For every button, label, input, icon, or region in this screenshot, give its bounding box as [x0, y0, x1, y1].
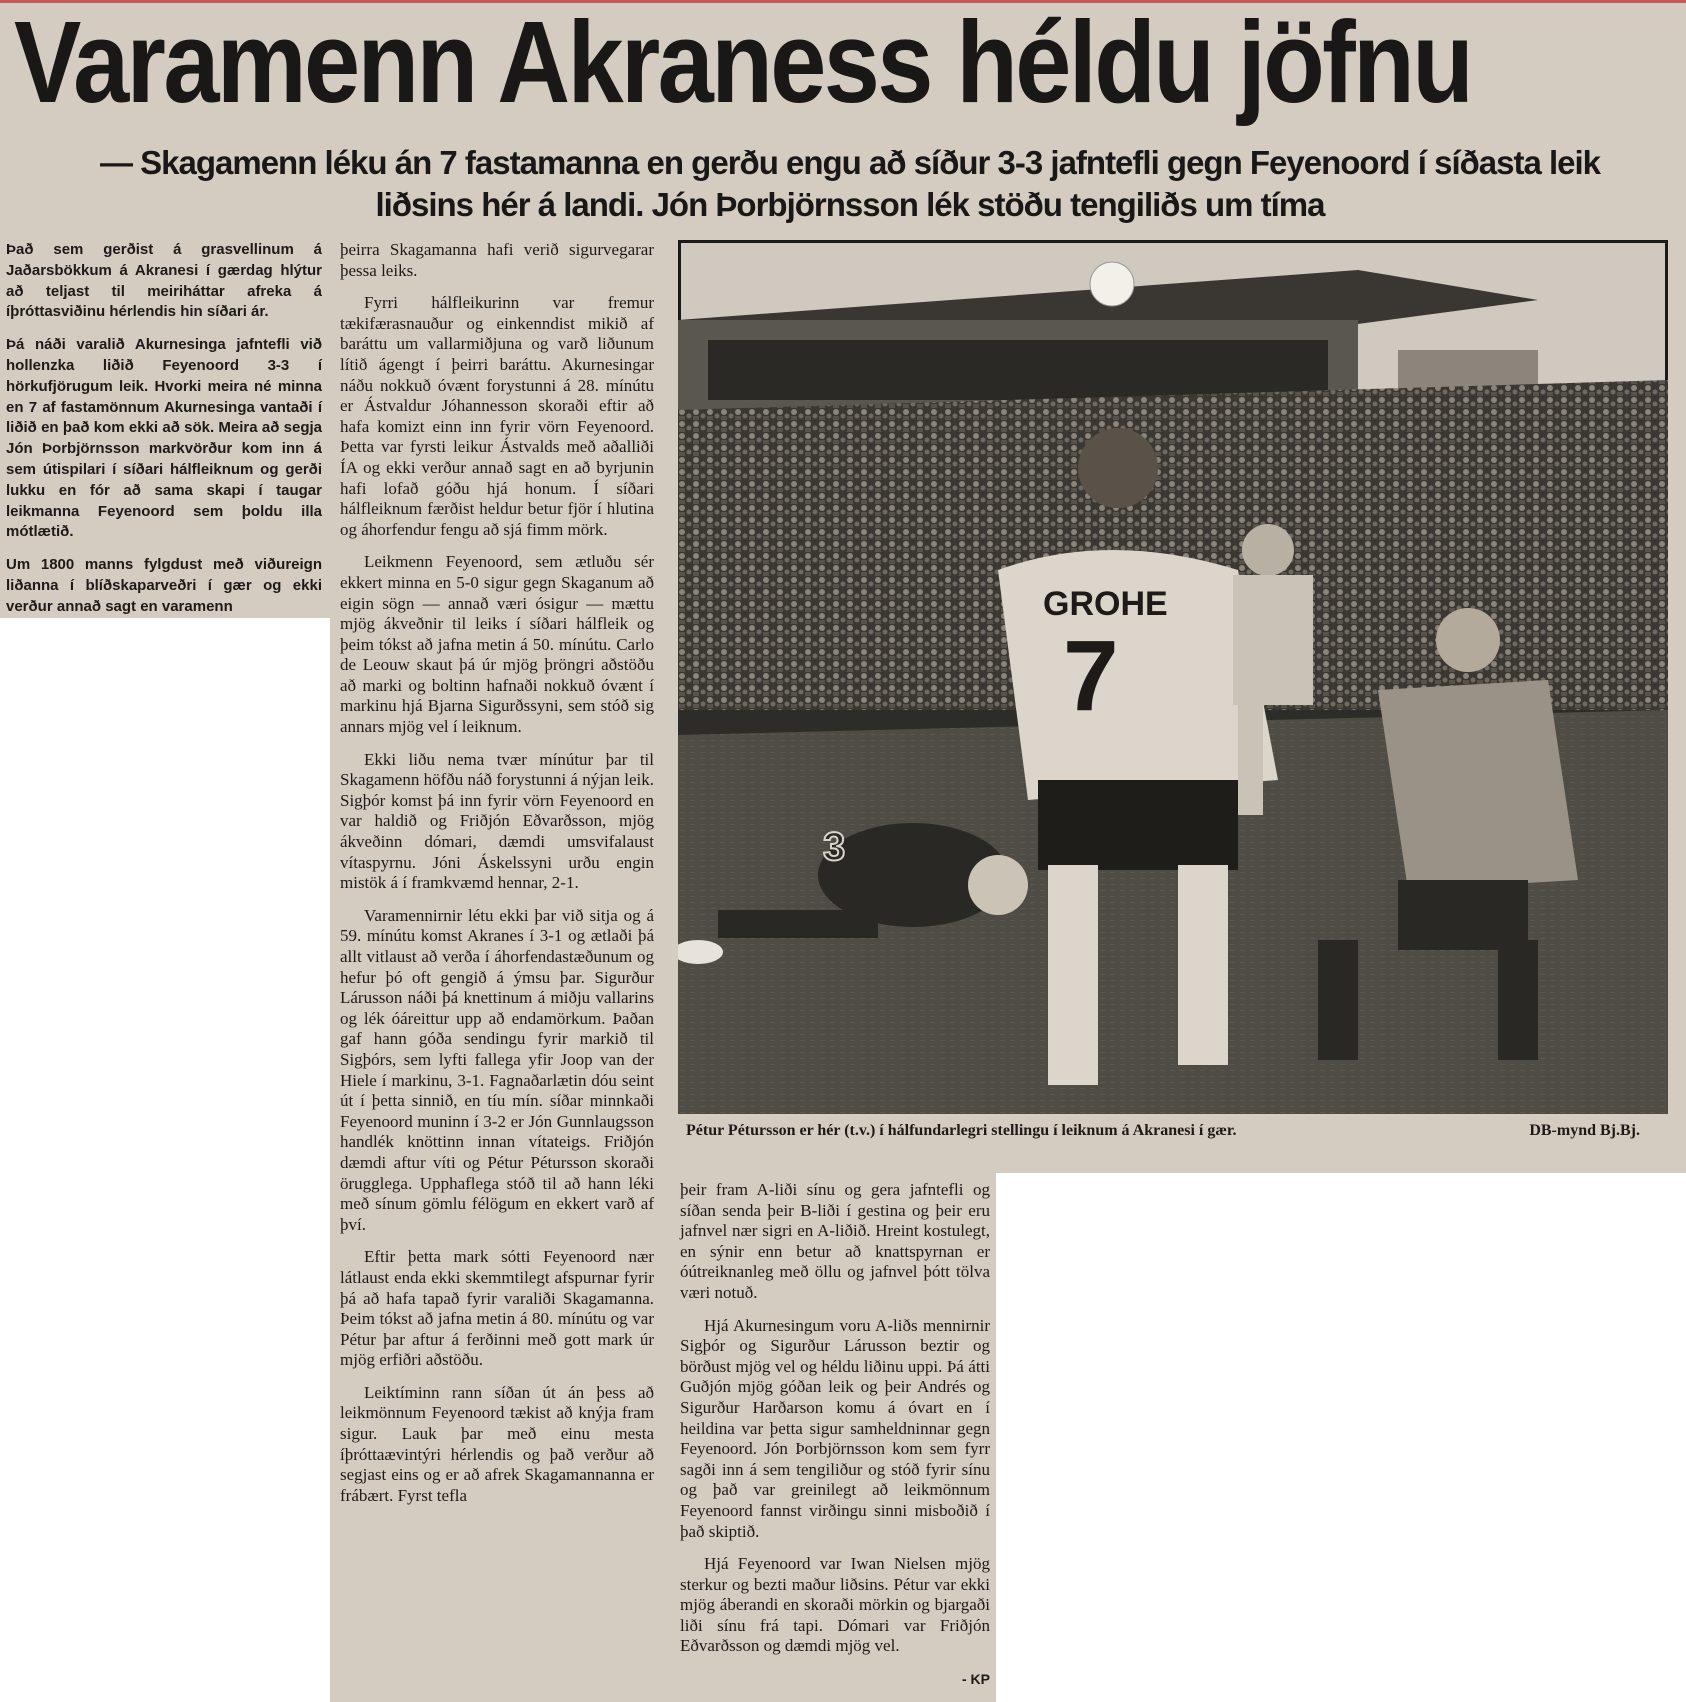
article-column-2 [340, 240, 654, 1518]
paragraph: þeir fram A-liði sínu og gera jafntefli og síðan senda þeir B-liði í gestina og þeir eru jafnvel nær sigri en A-liðið. Hreint kostulegt, en sýnir enn betur að knattspyrnan er óútreiknanleg með öllu og jafnvel þótt tölva væri notuð. [680, 1180, 990, 1302]
paragraph: þeirra Skagamanna hafi verið sigurvegarar þessa leiks. [340, 240, 654, 280]
jersey-number-7: 7 [1063, 620, 1119, 732]
subheadline: — Skagamenn léku án 7 fastamanna en gerðu engu að síður 3-3 jafntefli gegn Feyenoord í síðasta leik liðsins hér á landi. Jón Þorbjörnsson lék stöðu tengiliðs um tíma [99, 144, 1601, 223]
photo-credit: DB-mynd Bj.Bj. [1529, 1122, 1640, 1139]
paragraph: Hjá Akurnesingum voru A-liðs mennirnir Sigþór og Sigurður Lárusson beztir og börðust mjög vel og héldu liðinu uppi. Þá átti Guðjón mjög góðan leik og þeir Andrés og Sigurður Harðarson komu á óvart en í heildina var þetta sigur samheldninnar gegn Feyenoord. Jón Þorbjörnsson kom sem fyrr sagði inn á sem tengiliður og stóð fyrir sínu og það var greinilegt að leikmönnum Feyenoord fannst virðingu sinni misboðið í það skiptið. [680, 1315, 990, 1541]
photo-caption: Pétur Pétursson er hér (t.v.) í hálfundarlegri stellingu í leiknum á Akranesi í gær. [686, 1122, 1237, 1139]
article-column-1 [6, 240, 322, 630]
ball [1090, 262, 1134, 306]
paragraph: Hjá Feyenoord var Iwan Nielsen mjög sterkur og bezti maður liðsins. Pétur var ekki mjög áberandi en skoraði mörkin og bjargaði liði sínu frá tapi. Dómari var Friðjón Eðvarðsson og dæmdi mjög vel. [680, 1554, 990, 1656]
paragraph: Ekki liðu nema tvær mínútur þar til Skagamenn höfðu náð forystunni á nýjan leik. Sigþór komst þá inn fyrir vörn Feyenoord en var haldið og Friðjón Eðvarðsson, mjög ákveðinn dómari, dæmdi umsvifalaust vítaspyrnu. Jóni Áskelssyni urðu engin mistök á í framkvæmd hennar, 2-1. [340, 749, 654, 893]
jersey-sponsor: GROHE [1043, 585, 1168, 623]
headline: Varamenn Akraness héldu jöfnu [14, 0, 1472, 127]
paragraph: Það sem gerðist á grasvellinum á Jaðarsbökkum á Akranesi í gærdag hlýtur að teljast til meiriháttar afreka á íþróttasviðinu hérlendis hin síðari ár. [6, 241, 322, 321]
paragraph: Um 1800 manns fylgdust með viðureign liðanna í blíðskaparveðri í gær og ekki verður annað sagt en varamenn [6, 556, 322, 615]
paragraph: Eftir þetta mark sótti Feyenoord nær látlaust enda ekki skemmtilegt afspurnar fyrir þá að hafa tapað fyrir varaliði Skagamanna. Þeim tókst að jafna metin á 80. mínútu og var Pétur þar aftur á ferðinni með gott mark úr mjög erfiðri aðstöðu. [340, 1247, 654, 1370]
paragraph: Leiktíminn rann síðan út án þess að leikmönnum Feyenoord tækist að knýja fram sigur. Lauk þar með einu mesta íþróttaævintýri hérlendis og það verður að segjast eins og er að afrek Skagamannanna er frábært. Fyrst tefla [340, 1382, 654, 1505]
paragraph: Varamennirnir létu ekki þar við sitja og á 59. mínútu komst Akranes í 3-1 og ætlaði þá allt vitlaust að verða í áhorfendastæðunum og hefur þó oft gengið á ýmsu þar. Sigurður Lárusson náði þá knettinum á miðju vallarins og lék óáreittur upp að endamörkum. Þaðan gaf hann góða sendingu fyrir markið til Sigþórs, sem lyfti fallega yfir Joop van der Hiele í markinu, 3-1. Fagnaðarlætin dóu seint út í þetta sinnið, en tíu mín. síðar minnkaði Feyenoord muninn í 3-2 er Jón Gunnlaugsson handlék knöttinn innan vítateigs. Friðjón dæmdi aftur víti og Pétur Pétursson skoraði örugglega. Upphaflega stóð til að hann léki með sínum gömlu félögum en ekkert varð af því. [340, 905, 654, 1234]
match-photo [678, 240, 1668, 1114]
paragraph: Fyrri hálfleikurinn var fremur tækifærasnauður og einkenndist mikið af baráttu um vallarmiðjuna og varð liðunum lítið ágengt í þeirri baráttu. Akurnesingar náðu nokkuð óvænt forystunni á 28. mínútu er Ástvaldur Jóhannesson skoraði eftir að hafa komizt einn inn fyrir vörn Feyenoord. Þetta var fyrsti leikur Ástvalds með aðalliði ÍA og ekki verður annað sagt en að byrjunin hafi lofað góðu hjá honum. Í síðari hálfleiknum færðist heldur betur fjör í hlutina og áhorfendur fengu að sjá fimm mörk. [340, 293, 654, 539]
author-signature: - KP [962, 1671, 990, 1688]
article-column-3 [680, 1180, 990, 1690]
paragraph: Leikmenn Feyenoord, sem ætluðu sér ekkert minna en 5-0 sigur gegn Skaganum að eigin sögn — annað væri ósigur — mættu mjög ákveðnir til leiks í síðari hálfleik og þeim tókst að jafna metin á 50. mínútu. Carlo de Leouw skaut þá úr mjög þröngri aðstöðu að marki og boltinn hafnaði nokkuð óvænt í markinu hjá Bjarna Sigurðssyni, sem stóð sig annars mjög vel í leiknum. [340, 552, 654, 737]
jersey-number-3: 3 [823, 825, 846, 869]
paragraph: Þá náði varalið Akurnesinga jafntefli við hollenzka liðið Feyenoord 3-3 í hörkufjörugum leik. Hvorki meira né minna en 7 af fastamönnum Akurnesinga vantaði í liðið en það kom ekki að sök. Meira að segja Jón Þorbjörnsson markvörður kom inn á sem útispilari í síðari hálfleiknum og gerði lukku en fór að sama skapi í taugar leikmanna Feyenoord sem þoldu illa mótlætið. [6, 336, 322, 541]
